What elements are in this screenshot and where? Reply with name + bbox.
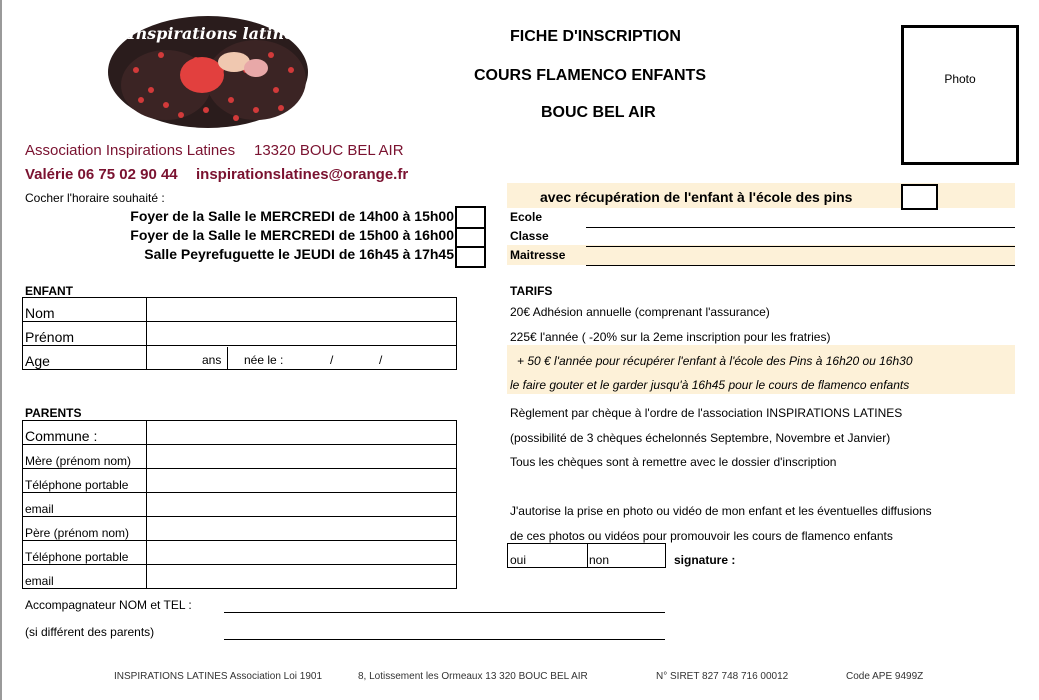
pickup-classe-line[interactable] <box>586 245 1015 247</box>
parents-pere-label: Père (prénom nom) <box>23 517 147 541</box>
consent-line2: de ces photos ou vidéos pour promouvoir les cours de flamenco enfants <box>510 529 893 543</box>
tarifs-reglement: Règlement par chèque à l'ordre de l'association INSPIRATIONS LATINES <box>510 406 903 420</box>
parents-mere-tel-label: Téléphone portable <box>23 469 147 493</box>
pickup-maitresse-line[interactable] <box>586 264 1015 266</box>
page-edge <box>0 0 2 700</box>
enfant-prenom-input[interactable] <box>147 322 457 346</box>
logo-text: Inspirations latines <box>128 24 304 43</box>
parents-commune-label: Commune : <box>23 421 147 445</box>
pickup-classe-label: Classe <box>510 229 549 243</box>
title-fiche: FICHE D'INSCRIPTION <box>510 28 681 45</box>
pickup-maitresse-label: Maitresse <box>510 248 566 262</box>
accompagnateur-note: (si différent des parents) <box>25 625 155 639</box>
parents-mere-email-label: email <box>23 493 147 517</box>
association-city: 13320 BOUC BEL AIR <box>254 142 404 159</box>
parents-pere-tel-input[interactable] <box>147 541 457 565</box>
photo-box <box>901 25 1019 165</box>
enfant-nom-input[interactable] <box>147 298 457 322</box>
schedule-option-1: Foyer de la Salle le MERCREDI de 14h00 à 15h00 <box>130 208 454 224</box>
schedule-option-2: Foyer de la Salle le MERCREDI de 15h00 à 16h00 <box>130 227 454 243</box>
consent-line1: J'autorise la prise en photo ou vidéo de mon enfant et les éventuelles diffusions <box>510 504 932 518</box>
pickup-maitresse-bg <box>507 245 1015 265</box>
contact-phone: Valérie 06 75 02 90 44 <box>25 166 178 183</box>
enfant-age-label: Age <box>23 346 147 370</box>
pickup-title: avec récupération de l'enfant à l'école des pins <box>540 189 853 205</box>
footer-siret: N° SIRET 827 748 716 00012 <box>656 671 789 682</box>
accompagnateur-label: Accompagnateur NOM et TEL : <box>25 598 192 612</box>
enfant-section-title: ENFANT <box>25 284 73 298</box>
title-ville: BOUC BEL AIR <box>541 104 656 121</box>
pickup-ecole-label: Ecole <box>510 210 543 224</box>
schedule-prompt: Cocher l'horaire souhaité : <box>25 191 165 205</box>
pickup-ecole-line[interactable] <box>586 226 1015 228</box>
consent-choice-box <box>507 543 666 568</box>
tarifs-remise: Tous les chèques sont à remettre avec le dossier d'inscription <box>510 455 837 469</box>
parents-table <box>22 420 457 589</box>
logo <box>106 10 310 130</box>
date-slash-2: / <box>379 353 383 367</box>
enfant-age-input[interactable] <box>147 346 457 370</box>
accompagnateur-line[interactable] <box>224 611 665 613</box>
schedule-checkboxes[interactable] <box>455 206 486 268</box>
association-name: Association Inspirations Latines <box>25 142 236 159</box>
parents-mere-label: Mère (prénom nom) <box>23 445 147 469</box>
photo-label: Photo <box>944 72 976 86</box>
footer-ape: Code APE 9499Z <box>846 671 924 682</box>
enfant-prenom-label: Prénom <box>23 322 147 346</box>
tarifs-annee: 225€ l'année ( -20% sur la 2eme inscription pour les fratries) <box>510 330 831 344</box>
parents-pere-email-label: email <box>23 565 147 589</box>
tarifs-adhesion: 20€ Adhésion annuelle (comprenant l'assurance) <box>510 305 770 319</box>
enfant-nee-label: née le : <box>244 353 284 367</box>
tarifs-option-line1: + 50 € l'année pour récupérer l'enfant à l'école des Pins à 16h20 ou 16h30 <box>517 354 913 368</box>
consent-oui[interactable]: oui <box>510 553 527 567</box>
parents-commune-input[interactable] <box>147 421 457 445</box>
parents-mere-input[interactable] <box>147 445 457 469</box>
accompagnateur-line-2[interactable] <box>224 638 665 640</box>
parents-pere-input[interactable] <box>147 517 457 541</box>
enfant-ans-label: ans <box>202 353 222 367</box>
age-divider <box>227 347 228 369</box>
parents-section-title: PARENTS <box>25 406 82 420</box>
schedule-option-3: Salle Peyrefuguette le JEUDI de 16h45 à 17h45 <box>144 246 454 262</box>
tarifs-option-line2: le faire gouter et le garder jusqu'à 16h45 pour le cours de flamenco enfants <box>510 378 910 392</box>
footer-assoc: INSPIRATIONS LATINES Association Loi 1901 <box>114 671 323 682</box>
enfant-table <box>22 297 457 370</box>
contact-email: inspirationslatines@orange.fr <box>196 166 409 183</box>
parents-pere-email-input[interactable] <box>147 565 457 589</box>
parents-mere-email-input[interactable] <box>147 493 457 517</box>
signature-label: signature : <box>674 553 736 567</box>
title-cours: COURS FLAMENCO ENFANTS <box>474 67 706 84</box>
enfant-nom-label: Nom <box>23 298 147 322</box>
date-slash-1: / <box>330 353 334 367</box>
pickup-checkbox[interactable] <box>901 184 938 210</box>
consent-non[interactable]: non <box>589 553 610 567</box>
tarifs-echelonnes: (possibilité de 3 chèques échelonnés Septembre, Novembre et Janvier) <box>510 431 891 445</box>
parents-pere-tel-label: Téléphone portable <box>23 541 147 565</box>
parents-mere-tel-input[interactable] <box>147 469 457 493</box>
tarifs-section-title: TARIFS <box>510 284 553 298</box>
footer-address: 8, Lotissement les Ormeaux 13 320 BOUC BEL AIR <box>358 671 588 682</box>
